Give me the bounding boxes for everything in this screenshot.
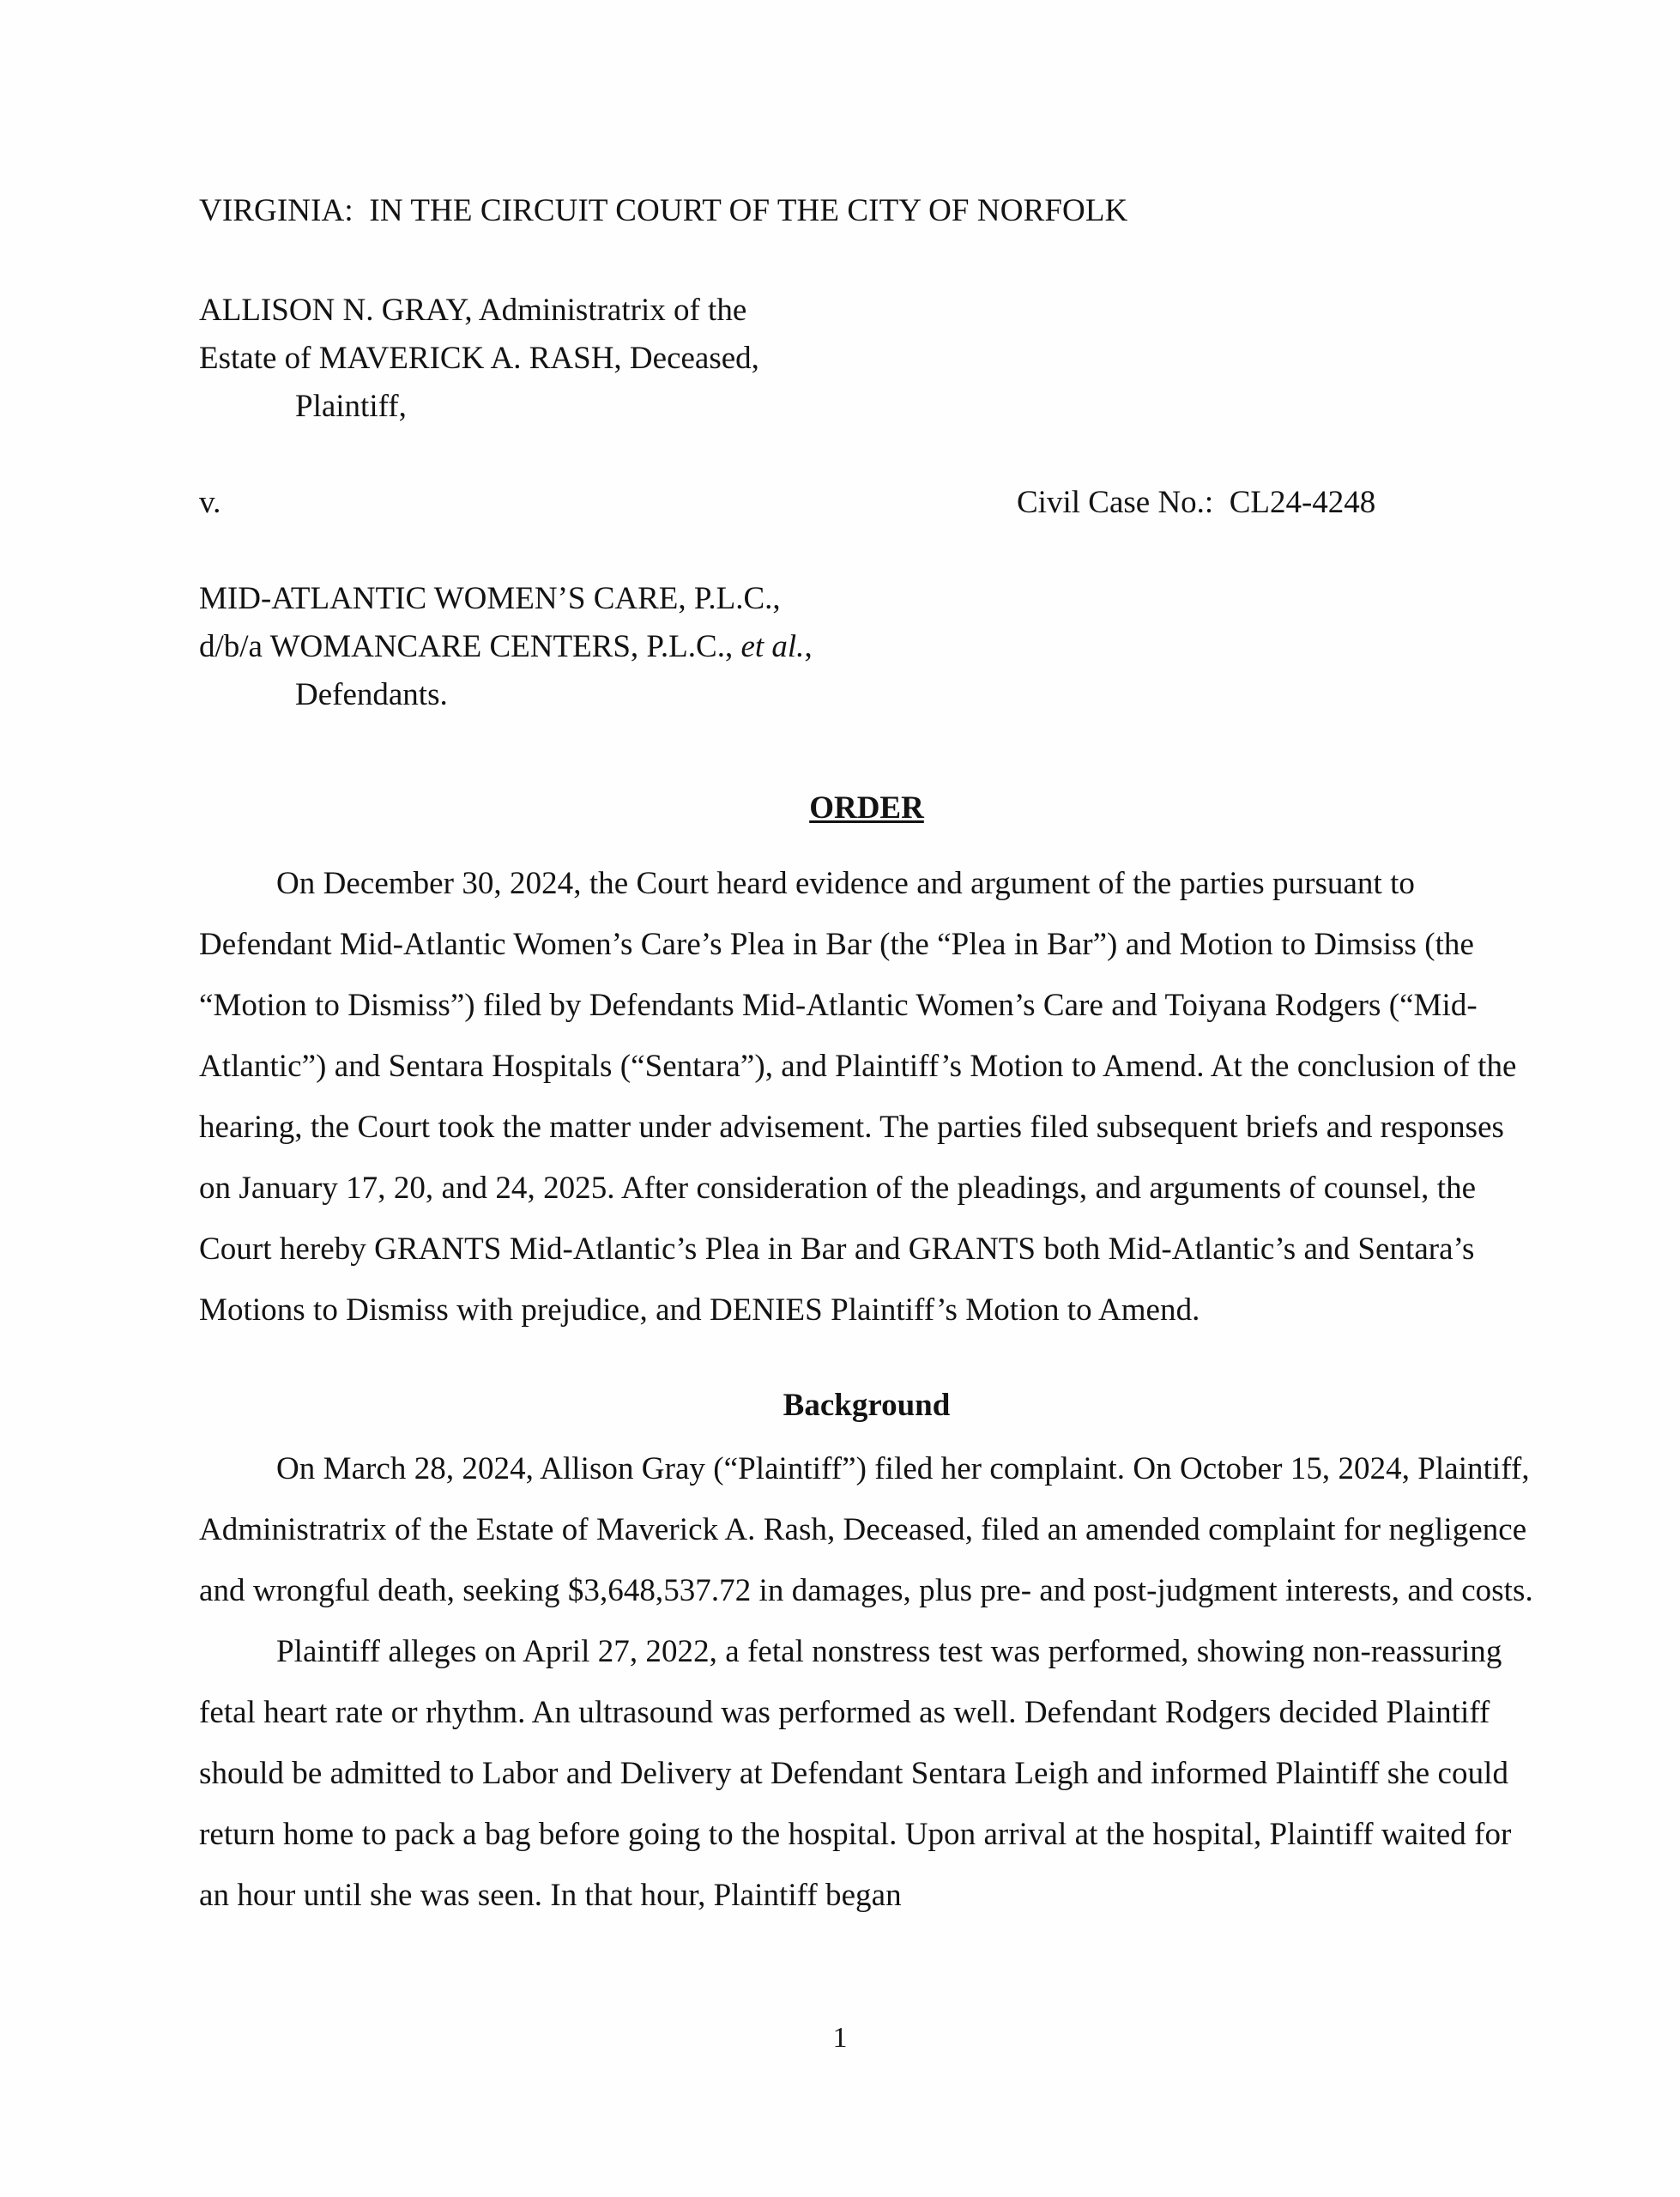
defendant-name-line-1: MID-ATLANTIC WOMEN’S CARE, P.L.C., xyxy=(199,581,781,616)
civil-case-number: Civil Case No.: CL24-4248 xyxy=(1017,485,1376,520)
case-caption-defendants xyxy=(199,575,1534,719)
defendant-line-2-text: d/b/a WOMANCARE CENTERS, P.L.C., xyxy=(199,629,741,664)
defendant-line-2-comma: , xyxy=(804,629,813,664)
defendant-name-line-2 xyxy=(199,623,1534,671)
plaintiff-name-line-1: ALLISON N. GRAY, Administratrix of the xyxy=(199,293,747,328)
document-content xyxy=(199,0,1534,1926)
plaintiff-role-label: Plaintiff, xyxy=(295,389,407,424)
order-paragraph: On December 30, 2024, the Court heard evidence and argument of the parties pursuant to Defendant Mid-Atlantic Women’s Care’s Plea in Bar (the “Plea in Bar”) and Motion to Dimsiss (the “Motion to Dismiss”) filed by Defendants Mid-Atlantic Women’s Care and Toiyana Rodgers (“Mid-Atlantic”) and Sentara Hospitals (“Sentara”), and Plaintiff’s Motion to Amend. At the conclusion of the hearing, the Court took the matter under advisement. The parties filed subsequent briefs and responses on January 17, 20, and 24, 2025. After consideration of the pleadings, and arguments of counsel, the Court hereby GRANTS Mid-Atlantic’s Plea in Bar and GRANTS both Mid-Atlantic’s and Sentara’s Motions to Dismiss with prejudice, and DENIES Plaintiff’s Motion to Amend. xyxy=(199,866,1517,1328)
background-heading: Background xyxy=(783,1388,951,1423)
versus-label: v. xyxy=(199,485,221,520)
background-paragraph-1: On March 28, 2024, Allison Gray (“Plaintiff”) filed her complaint. On October 15, 2024, Plaintiff, Administratrix of the Estate of Maverick A. Rash, Deceased, filed an amended complaint for negligence and wrongful death, seeking $3,648,537.72 in damages, plus pre- and post-judgment interests, and costs. xyxy=(199,1451,1533,1608)
defendant-role-label: Defendants. xyxy=(295,677,448,712)
defendant-line-2-etal: et al. xyxy=(740,629,805,664)
court-title: VIRGINIA: IN THE CIRCUIT COURT OF THE CITY OF NORFOLK xyxy=(199,193,1128,228)
case-caption-plaintiff xyxy=(199,287,1534,431)
plaintiff-name-line-2: Estate of MAVERICK A. RASH, Deceased, xyxy=(199,341,759,376)
page-number: 1 xyxy=(832,2022,848,2054)
background-paragraph-2: Plaintiff alleges on April 27, 2022, a fetal nonstress test was performed, showing non-reassuring fetal heart rate or rhythm. An ultrasound was performed as well. Defendant Rodgers decided Plaintiff should be admitted to Labor and Delivery at Defendant Sentara Leigh and informed Plaintiff she could return home to pack a bag before going to the hospital. Upon arrival at the hospital, Plaintiff waited for an hour until she was seen. In that hour, Plaintiff began xyxy=(199,1634,1512,1913)
order-heading: ORDER xyxy=(809,790,924,826)
versus-row xyxy=(199,479,1534,527)
